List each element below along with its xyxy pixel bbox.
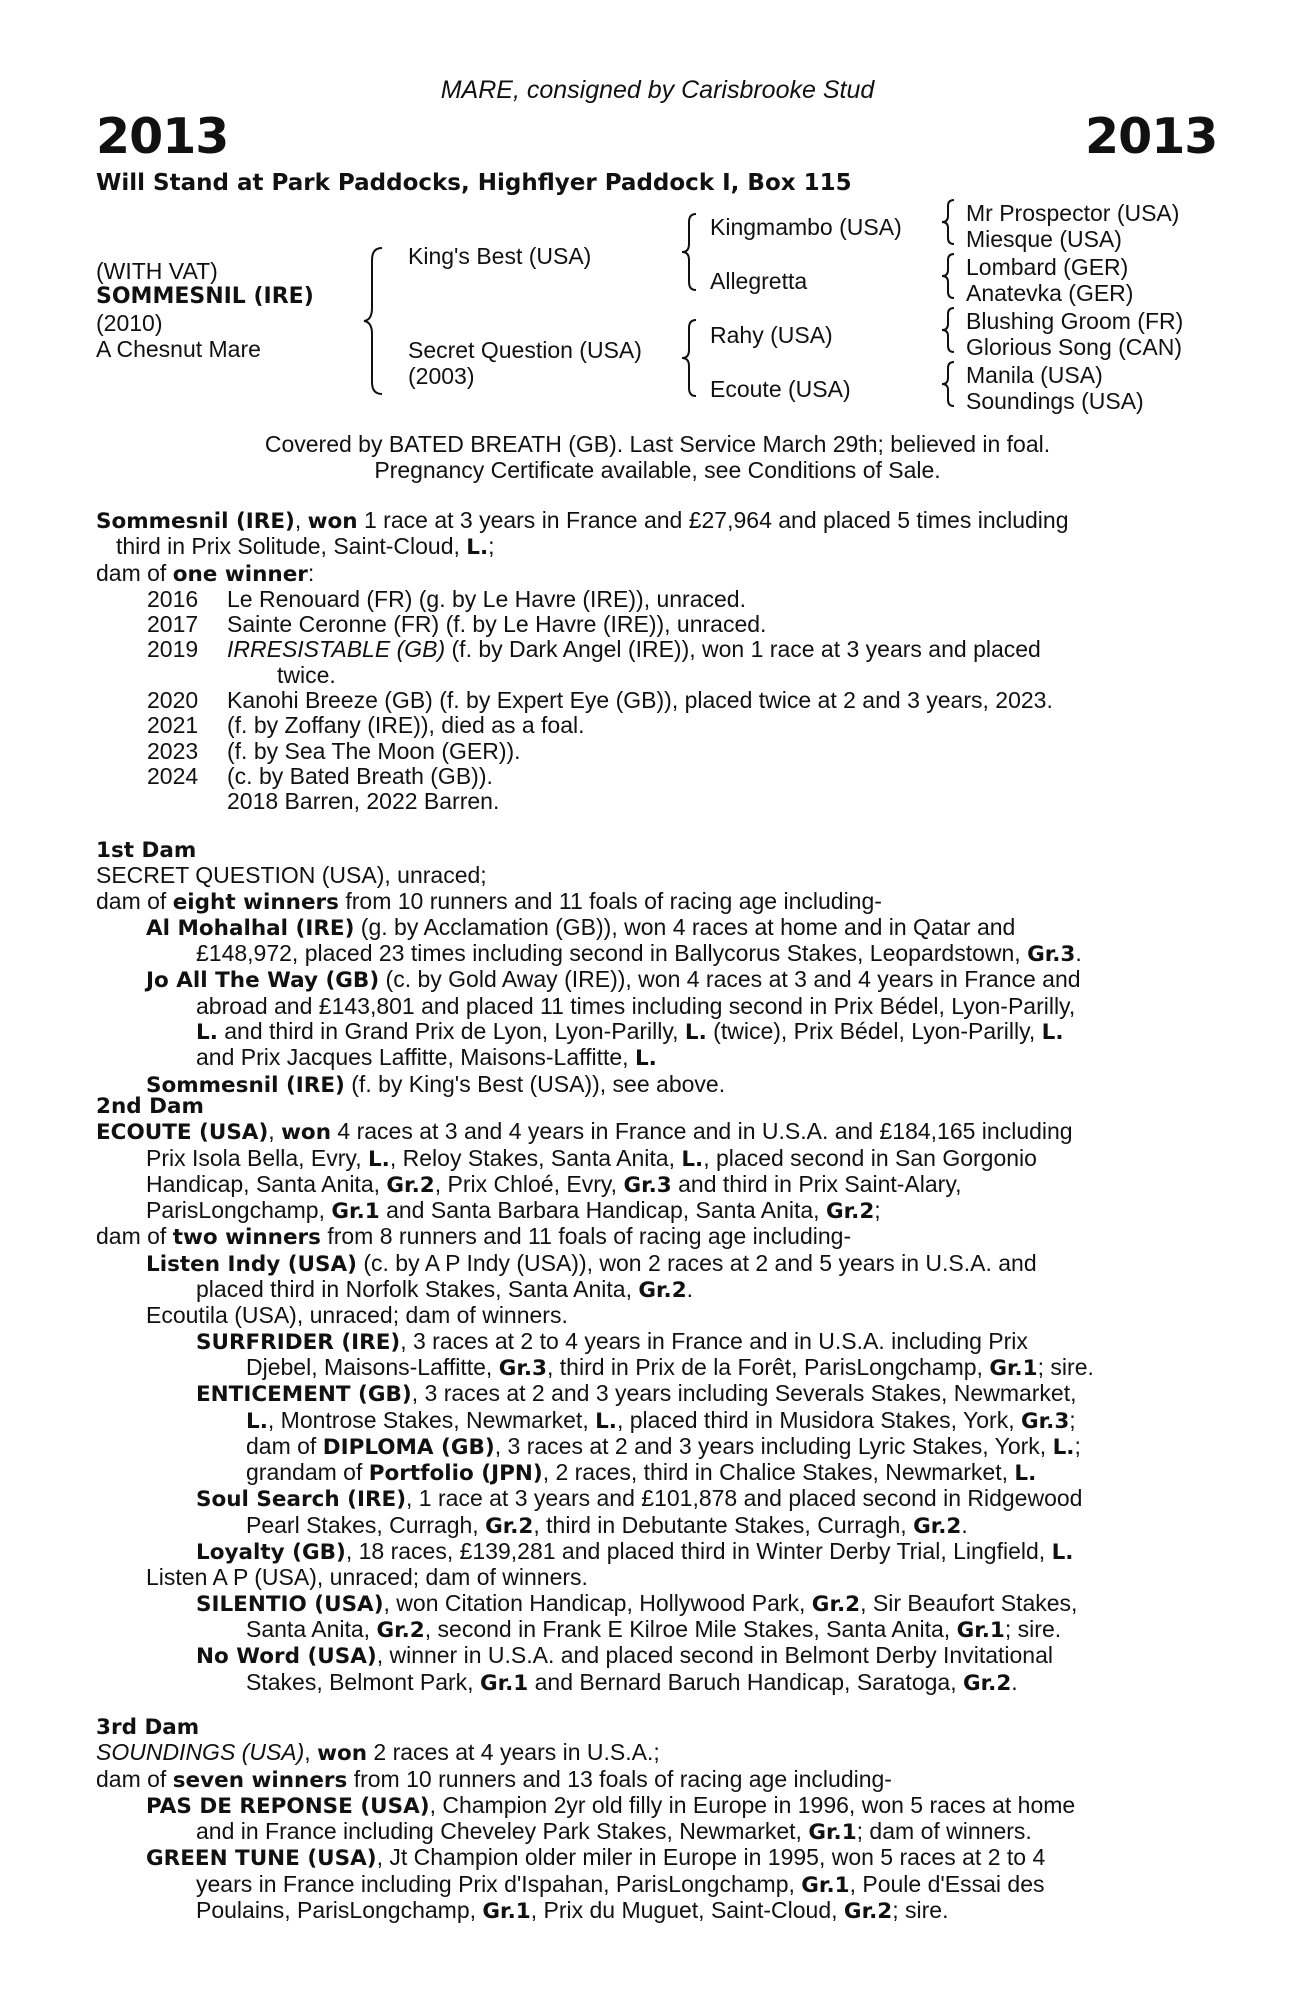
emphasis-text: Gr.1 [956,1617,1005,1643]
produce-year: 2017 [147,611,199,638]
entry-name: SILENTIO (USA) [196,1591,384,1617]
entry-name: GREEN TUNE (USA) [146,1846,377,1872]
text-line [96,534,1194,560]
body-text: Poulains, ParisLongchamp, [196,1897,483,1924]
body-text: , placed second in San Gorgonio [703,1144,1037,1171]
brace-3c [940,306,958,354]
entry-text: and Prix Jacques Laffitte, Maisons-Laffitte, [196,1044,635,1071]
emphasis-text: L. [681,1146,704,1172]
text-line [96,1408,1194,1434]
emphasis-text: L. [1051,1540,1074,1566]
dam-name: SOUNDINGS (USA) [96,1739,305,1766]
dam-of-label: dam of [96,887,173,914]
produce-text: Le Renouard (FR) (g. by Le Havre (IRE)), unraced. [227,585,746,612]
produce-year: 2021 [147,712,199,739]
third-dam-section [96,1715,1194,1924]
horse-year: (2010) [96,310,163,336]
text-line [96,1539,1194,1565]
won-label: won [281,1120,332,1146]
text-line [96,1767,1194,1793]
emphasis-text: L. [1052,1434,1075,1460]
produce-row [96,789,1194,814]
body-text: Djebel, Maisons-Laffitte, [246,1353,499,1380]
body-text: Santa Anita, [246,1615,377,1642]
body-text: Prix Isola Bella, Evry, [146,1144,368,1171]
dam-of-label: dam of [96,559,173,586]
produce-year: 2024 [147,762,199,789]
emphasis-text: Gr.2 [913,1513,962,1539]
emphasis-text: Gr.2 [811,1591,861,1617]
emphasis-text: Gr.1 [331,1199,380,1225]
produce-text: Sainte Ceronne (FR) (f. by Le Havre (IRE)), unraced. [227,611,767,638]
entry-text: abroad and £143,801 and placed 11 times including second in Prix Bédel, Lyon-Parilly, [196,992,1076,1019]
body-text: . [686,1276,694,1303]
produce-row [96,739,1194,764]
body-text: , 2 races, third in Chalice Stakes, Newmarket, [542,1459,1015,1486]
brace-3a [940,198,958,246]
mare-record-line2: third in Prix Solitude, Saint-Cloud, [116,533,467,560]
ped-sdd: Anatevka (GER) [966,280,1134,306]
body-text: Pearl Stakes, Curragh, [246,1511,486,1538]
body-text: , Montrose Stakes, Newmarket, [267,1406,596,1433]
listed-marker: L. [1041,1020,1064,1046]
body-text: , winner in U.S.A. and placed second in Belmont Derby Invitational [376,1642,1053,1669]
text-line [96,1045,1194,1071]
ped-ssd: Miesque (USA) [966,226,1122,252]
body-text: ParisLongchamp, [146,1197,332,1224]
listed-marker: L. [196,1020,218,1046]
body-text: dam of [96,1765,173,1792]
body-text: Stakes, Belmont Park, [246,1668,480,1695]
winner-count: eight winners [172,889,339,915]
emphasis-text: Gr.2 [843,1899,893,1925]
text-line [96,1617,1194,1643]
body-text: , third in Prix de la Forêt, ParisLongchamp, [547,1353,990,1380]
body-text: . [1011,1668,1018,1695]
body-text: Handicap, Santa Anita, [146,1170,387,1197]
produce-text: (f. by Sea The Moon (GER)). [227,737,521,764]
entry-text: (twice), Prix Bédel, Lyon-Parilly, [706,1018,1042,1045]
produce-text: Kanohi Breeze (GB) (f. by Expert Eye (GB)), placed twice at 2 and 3 years, 2023. [227,687,1053,714]
text-line [96,1513,1194,1539]
text-line [96,561,1194,587]
produce-text: (c. by Bated Breath (GB)). [227,762,493,789]
entry-name: PAS DE REPONSE (USA) [146,1793,430,1819]
covered-line-1: Covered by BATED BREATH (GB). Last Service March 29th; believed in foal. [264,431,1051,457]
emphasis-text: Gr.2 [825,1199,875,1225]
body-text: from 10 runners and 13 foals of racing age including- [347,1765,892,1792]
ped-ddd: Soundings (USA) [966,388,1144,414]
text-line [96,1146,1194,1172]
body-text: , Prix du Muguet, Saint-Cloud, [530,1897,844,1924]
body-text: , Jt Champion older miler in Europe in 1995, won 5 races at 2 to 4 [376,1844,1046,1871]
body-text: and in France including Cheveley Park Stakes, Newmarket, [196,1818,809,1845]
body-text: ; sire. [1037,1353,1094,1380]
produce-row [96,688,1194,713]
text-line [96,1198,1194,1224]
produce-year: 2023 [147,737,199,764]
emphasis-text: Gr.2 [962,1670,1012,1696]
body-text: , Reloy Stakes, Santa Anita, [389,1144,682,1171]
body-text: ; [1074,1432,1081,1459]
text-line [96,1898,1194,1924]
text-line [96,1329,1194,1355]
produce-text-rest: (f. by Dark Angel (IRE)), won 1 race at 3 years and placed [445,636,1041,663]
entry-name: Soul Search (IRE) [196,1487,407,1513]
runners-text: from 10 runners and 11 foals of racing age including- [338,887,882,914]
emphasis-text: Gr.3 [498,1355,548,1381]
emphasis-text: Gr.1 [989,1355,1038,1381]
first-dam-line1: SECRET QUESTION (USA), unraced; [96,862,487,889]
body-text: , 3 races at 2 and 3 years including Lyric Stakes, York, [494,1432,1053,1459]
text-line [96,915,1194,941]
sire-dam: Allegretta [710,268,808,294]
entry-name: Loyalty (GB) [196,1540,346,1566]
body-text: ; [874,1197,881,1224]
text-line [96,1460,1194,1486]
grade-marker: Gr.3 [1027,942,1076,968]
body-text: , third in Debutante Stakes, Curragh, [533,1511,914,1538]
text-line [96,1172,1194,1198]
emphasis-text: two winners [172,1225,321,1251]
emphasis-text: Portfolio (JPN) [368,1461,543,1487]
brace-2a [680,212,700,292]
entry-text: (c. by Gold Away (IRE)), won 4 races at 3 and 4 years in France and [379,966,1081,993]
emphasis-text: Gr.2 [638,1278,687,1304]
sire: King's Best (USA) [408,243,592,269]
emphasis-text: Gr.1 [808,1820,857,1846]
body-text: , Sir Beaufort Stakes, [860,1589,1078,1616]
text-line [96,1224,1194,1250]
text-line [96,1793,1194,1819]
body-text: dam of [96,1223,173,1250]
body-text: ; [1069,1406,1076,1433]
entry-text: £148,972, placed 23 times including second in Ballycorus Stakes, Leopardstown, [196,940,1028,967]
winner-count: one winner [172,561,308,587]
dam-record: 4 races at 3 and 4 years in France and in U.S.A. and £184,165 including [331,1118,1073,1145]
emphasis-text: Gr.2 [376,1617,425,1643]
ped-sss: Mr Prospector (USA) [966,200,1180,226]
mare-won: won [307,509,358,534]
produce-row-cont [96,663,1194,688]
produce-year: 2019 [147,636,199,663]
text-line [96,1251,1194,1277]
ped-dss: Blushing Groom (FR) [966,308,1184,334]
body-text: placed third in Norfolk Stakes, Santa Anita, [196,1276,639,1303]
listen-ap-line: Listen A P (USA), unraced; dam of winners. [146,1564,588,1591]
horse-description: A Chesnut Mare [96,336,261,362]
brace-3b [940,252,958,300]
brace-3d [940,360,958,408]
emphasis-text: L. [367,1146,390,1172]
semicolon: ; [488,533,495,560]
text-line [96,1277,1194,1303]
emphasis-text: Gr.3 [1020,1408,1070,1434]
text-line [96,1643,1194,1669]
body-text: , Prix Chloé, Evry, [434,1170,624,1197]
produce-row [96,612,1194,637]
ped-dsd: Glorious Song (CAN) [966,334,1183,360]
emphasis-text: L. [1014,1461,1037,1487]
text-line [96,1486,1194,1512]
emphasis-text: Gr.2 [485,1513,534,1539]
body-text: , Poule d'Essai des [849,1870,1045,1897]
produce-text: 2018 Barren, 2022 Barren. [227,788,500,815]
emphasis-text: L. [595,1408,617,1434]
dam-name: ECOUTE (USA) [96,1120,269,1146]
third-dam-heading: 3rd Dam [96,1715,200,1740]
entry-name: Al Mohalhal (IRE) [146,915,355,941]
mare-record-line1: 1 race at 3 years in France and £27,964 and placed 5 times including [357,507,1069,533]
body-text: . [961,1511,968,1538]
emphasis-text: Gr.1 [479,1670,529,1696]
produce-row [96,764,1194,789]
produce-year: 2016 [147,585,199,612]
body-text: years in France including Prix d'Ispahan, ParisLongchamp, [196,1870,802,1897]
produce-row [96,587,1194,612]
body-text: , [304,1739,318,1766]
vat-note: (WITH VAT) [96,258,218,284]
body-text: , 1 race at 3 years and £101,878 and placed second in Ridgewood [406,1485,1083,1512]
body-text: and third in Prix Saint-Alary, [671,1170,962,1197]
lot-number-left: 2013 [96,108,229,165]
mare-name: Sommesnil (IRE) [96,509,295,534]
text-line [96,1740,1194,1766]
body-text: , 3 races at 2 to 4 years in France and in U.S.A. including Prix [400,1327,1028,1354]
body-text: , second in Frank E Kilroe Mile Stakes, Santa Anita, [424,1615,957,1642]
body-text: , Champion 2yr old filly in Europe in 1996, won 5 races at home [429,1791,1076,1818]
body-text: grandam of [246,1459,369,1486]
text-line [96,941,1194,967]
text-line [96,889,1194,915]
covered-line-2: Pregnancy Certificate available, see Conditions of Sale. [374,457,941,483]
ped-dds: Manila (USA) [966,362,1103,388]
second-dam-heading: 2nd Dam [96,1094,204,1119]
entry-name: Sommesnil (IRE) [146,1072,345,1098]
body-text: (c. by A P Indy (USA)), won 2 races at 2 and 5 years in U.S.A. and [356,1249,1037,1276]
emphasis-text: Gr.1 [801,1872,850,1898]
body-text: , placed third in Musidora Stakes, York, [616,1406,1021,1433]
ped-sds: Lombard (GER) [966,254,1129,280]
entry-name: SURFRIDER (IRE) [196,1329,401,1355]
produce-text [227,637,1194,662]
text-line: Sommesnil (IRE), won 1 race at 3 years in France and £27,964 and placed 5 times including [96,507,1069,534]
brace-1 [362,246,386,396]
body-text: ; sire. [1004,1615,1062,1642]
body-text: , 18 races, £139,281 and placed third in Winter Derby Trial, Lingfield, [345,1538,1052,1565]
brace-2b [680,318,700,398]
produce-text: (f. by Zoffany (IRE)), died as a foal. [227,712,585,739]
horse-name: SOMMESNIL (IRE) [96,284,314,309]
sire-sire: Kingmambo (USA) [710,214,902,240]
listed-marker: L. [634,1046,657,1072]
text-line [96,1591,1194,1617]
dam: Secret Question (USA) [408,337,642,363]
entry-name: No Word (USA) [196,1644,377,1670]
emphasis-text: DIPLOMA (GB) [322,1434,495,1460]
produce-text: twice. [277,661,336,688]
ecoutila-line: Ecoutila (USA), unraced; dam of winners. [146,1302,568,1329]
body-text: ; sire. [892,1897,949,1924]
first-dam-heading: 1st Dam [96,838,197,863]
dam-sire: Rahy (USA) [710,322,833,348]
text-line [96,1434,1194,1460]
emphasis-text: Gr.3 [623,1172,672,1198]
text-line [96,994,1194,1019]
dam-dam: Ecoute (USA) [710,376,851,402]
text-line [96,1819,1194,1845]
entry-text: . [1075,940,1082,967]
text-line [96,1845,1194,1871]
listed-marker: L. [466,535,489,561]
listed-marker: L. [684,1020,707,1046]
text-line: ECOUTE (USA), won 4 races at 3 and 4 years in France and in U.S.A. and £184,165 including [96,1118,1073,1146]
body-text: 2 races at 4 years in U.S.A.; [367,1739,660,1766]
entry-text: and third in Grand Prix de Lyon, Lyon-Parilly, [217,1018,685,1045]
emphasis-text: won [317,1741,368,1767]
colon: : [307,559,315,586]
mare-record [96,508,1194,815]
first-dam-section [96,838,1194,1098]
entry-name: Listen Indy (USA) [146,1251,357,1277]
body-text: and Bernard Baruch Handicap, Saratoga, [528,1668,963,1695]
emphasis-text: L. [246,1408,268,1434]
produce-row [96,713,1194,738]
produce-year [96,789,227,814]
text-line [96,1872,1194,1898]
text-line [96,1019,1194,1045]
body-text: from 8 runners and 11 foals of racing age including- [320,1223,852,1250]
text-line [96,967,1194,993]
entry-text: (g. by Acclamation (GB)), won 4 races at home and in Qatar and [354,913,1016,940]
stand-location: Will Stand at Park Paddocks, Highflyer Paddock I, Box 115 [96,170,852,196]
emphasis-text: Gr.2 [386,1172,435,1198]
body-text: ; dam of winners. [856,1818,1032,1845]
body-text: , 3 races at 2 and 3 years including Severals Stakes, Newmarket, [411,1380,1077,1407]
produce-year: 2020 [147,687,199,714]
entry-name: Jo All The Way (GB) [146,968,380,994]
text-line [96,1381,1194,1407]
text-line [96,1670,1194,1696]
produce-row [96,637,1194,662]
emphasis-text: seven winners [172,1767,348,1793]
consignor-line: MARE, consigned by Carisbrooke Stud [440,76,875,104]
body-text: dam of [246,1432,323,1459]
body-text: and Santa Barbara Handicap, Santa Anita, [379,1197,826,1224]
second-dam-section [96,1094,1194,1696]
entry-text: (f. by King's Best (USA)), see above. [344,1070,726,1097]
emphasis-text: Gr.1 [482,1899,531,1925]
produce-name-italic: IRRESISTABLE (GB) [227,636,446,663]
entry-name: ENTICEMENT (GB) [196,1382,412,1408]
lot-number-right: 2013 [1085,108,1218,165]
dam-year: (2003) [408,363,475,389]
body-text: , won Citation Handicap, Hollywood Park, [383,1589,812,1616]
text-line [96,1355,1194,1381]
